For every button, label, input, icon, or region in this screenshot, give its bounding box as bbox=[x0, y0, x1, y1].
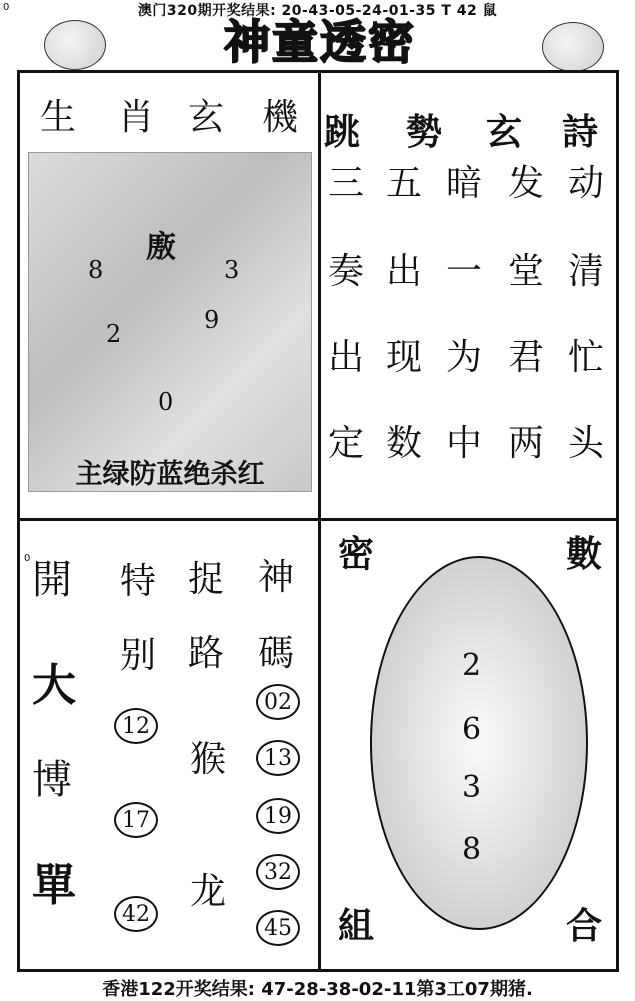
poem-char: 君 bbox=[508, 337, 545, 378]
shen-char-1: 神 bbox=[258, 557, 295, 598]
vertical-divider bbox=[318, 70, 321, 972]
horizontal-divider bbox=[17, 518, 619, 521]
poem-char: 现 bbox=[386, 337, 423, 378]
te-number: 12 bbox=[114, 708, 158, 744]
oval-digit: 2 bbox=[462, 648, 482, 683]
corner-mark-mid: 0 bbox=[24, 553, 31, 564]
kai-char-1: 開 bbox=[32, 557, 72, 603]
zu-char: 組 bbox=[338, 905, 375, 947]
zodiac-heading-4: 機 bbox=[262, 97, 299, 138]
footer-hk-result: 香港122开奖结果: 47-28-38-02-11第3工07期猪. bbox=[102, 979, 533, 1000]
te-number: 42 bbox=[114, 896, 158, 932]
zodiac-heading-3: 玄 bbox=[188, 97, 225, 138]
poem-char: 堂 bbox=[508, 251, 545, 292]
poem-char: 忙 bbox=[568, 337, 605, 378]
shen-number: 13 bbox=[256, 740, 300, 776]
box-digit: 3 bbox=[224, 256, 240, 284]
poem-char: 奏 bbox=[328, 251, 365, 292]
poem-char: 暗 bbox=[446, 163, 483, 204]
oval-digit: 6 bbox=[462, 712, 482, 747]
shen-number: 19 bbox=[256, 798, 300, 834]
poem-char: 出 bbox=[386, 251, 423, 292]
poem-char: 一 bbox=[446, 251, 483, 292]
poem-char: 头 bbox=[568, 423, 605, 464]
shen-number: 02 bbox=[256, 684, 300, 720]
poem-char: 三 bbox=[328, 163, 365, 204]
zodiac-shaded-box bbox=[28, 152, 312, 492]
poem-heading-1: 跳 bbox=[324, 111, 361, 153]
poem-heading-2: 勢 bbox=[406, 111, 443, 153]
poem-char: 定 bbox=[328, 423, 365, 464]
he-char: 合 bbox=[566, 905, 603, 947]
poem-char: 五 bbox=[386, 163, 423, 204]
kai-char-4: 單 bbox=[32, 860, 76, 911]
kai-char-2: 大 bbox=[32, 660, 76, 711]
zhuo-char-1: 捉 bbox=[188, 559, 225, 600]
box-digit: 8 bbox=[88, 256, 104, 284]
kai-char-3: 博 bbox=[32, 757, 72, 803]
zhuo-animal: 龙 bbox=[190, 871, 227, 912]
te-number: 17 bbox=[114, 802, 158, 838]
poem-char: 发 bbox=[508, 163, 545, 204]
moon-icon-right bbox=[542, 22, 604, 72]
oval-digit: 3 bbox=[462, 770, 482, 805]
poem-char: 中 bbox=[446, 423, 483, 464]
poem-char: 数 bbox=[386, 423, 423, 464]
box-digit: 2 bbox=[106, 320, 122, 348]
shen-number: 32 bbox=[256, 854, 300, 890]
poem-char: 清 bbox=[568, 251, 605, 292]
box-char: 廒 bbox=[146, 230, 176, 265]
shen-char-2: 碼 bbox=[258, 633, 295, 674]
te-char-1: 特 bbox=[120, 561, 157, 602]
poem-char: 为 bbox=[446, 337, 483, 378]
page-title: 神童透密 bbox=[224, 15, 416, 69]
poem-char: 两 bbox=[508, 423, 545, 464]
poem-heading-3: 玄 bbox=[486, 111, 523, 153]
corner-mark-top: 0 bbox=[3, 2, 10, 13]
moon-icon-left bbox=[44, 20, 106, 70]
poem-heading-4: 詩 bbox=[562, 111, 599, 153]
zhuo-char-2: 路 bbox=[188, 633, 225, 674]
box-digit: 0 bbox=[158, 388, 174, 416]
shu-char: 數 bbox=[566, 533, 603, 575]
color-hint-text: 主绿防蓝绝杀红 bbox=[75, 459, 265, 490]
zhuo-animal: 猴 bbox=[190, 739, 227, 780]
poem-char: 动 bbox=[568, 163, 605, 204]
zodiac-heading-2: 肖 bbox=[118, 97, 155, 138]
mi-char: 密 bbox=[338, 533, 375, 575]
zodiac-heading-1: 生 bbox=[40, 97, 77, 138]
header-macau-result: 澳门320期开奖结果: 20-43-05-24-01-35 T 42 鼠 bbox=[137, 3, 498, 19]
te-char-2: 别 bbox=[120, 635, 157, 676]
poem-char: 出 bbox=[328, 337, 365, 378]
oval-digit: 8 bbox=[462, 832, 482, 867]
box-digit: 9 bbox=[204, 306, 220, 334]
shen-number: 45 bbox=[256, 910, 300, 946]
